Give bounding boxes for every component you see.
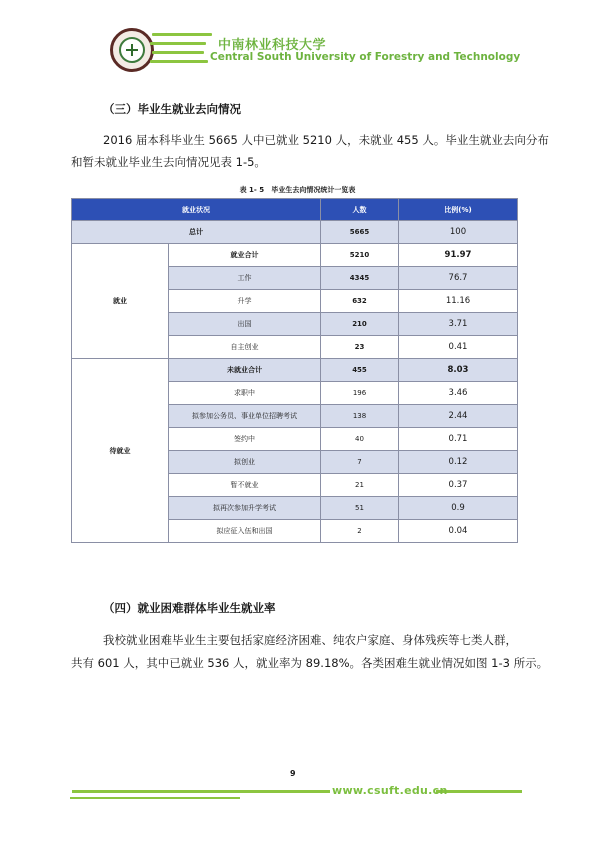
cell-pct: 8.03 — [399, 359, 518, 382]
cell-label: 拟再次参加升学考试 — [169, 497, 321, 520]
cell-label: 求职中 — [169, 382, 321, 405]
employment-destination-table — [71, 198, 518, 543]
table-row — [72, 244, 518, 267]
cell-pct: 91.97 — [399, 244, 518, 267]
cell-label: 暂不就业 — [169, 474, 321, 497]
cell-count: 5665 — [321, 221, 399, 244]
cell-label: 未就业合计 — [169, 359, 321, 382]
paragraph-line: 2016 届本科毕业生 5665 人中已就业 5210 人，未就业 455 人。毕业生就业去向分布 — [103, 133, 549, 147]
cell-pct: 3.71 — [399, 313, 518, 336]
cell-pct: 0.37 — [399, 474, 518, 497]
cell-pct: 0.9 — [399, 497, 518, 520]
table-caption: 表 1- 5 毕业生去向情况统计一览表 — [239, 186, 356, 194]
cell-count: 51 — [321, 497, 399, 520]
cell-pct: 2.44 — [399, 405, 518, 428]
cell-label: 出国 — [169, 313, 321, 336]
cell-pct: 3.46 — [399, 382, 518, 405]
cell-count: 21 — [321, 474, 399, 497]
cell-count: 7 — [321, 451, 399, 474]
cell-label: 拟创业 — [169, 451, 321, 474]
page-number: 9 — [290, 769, 296, 778]
cell-label: 工作 — [169, 267, 321, 290]
cell-pct: 100 — [399, 221, 518, 244]
table-row — [72, 359, 518, 382]
footer-divider — [70, 797, 240, 799]
paragraph-line: 共有 601 人，其中已就业 536 人，就业率为 89.18%。各类困难生就业情况如图 1-3 所示。 — [71, 656, 549, 670]
cell-count: 2 — [321, 520, 399, 543]
university-name-cn: 中南林业科技大学 — [218, 38, 327, 53]
cell-label: 升学 — [169, 290, 321, 313]
cell-label: 就业合计 — [169, 244, 321, 267]
column-header: 人数 — [321, 199, 399, 221]
cell-label: 签约中 — [169, 428, 321, 451]
cell-count: 4345 — [321, 267, 399, 290]
cell-count: 632 — [321, 290, 399, 313]
footer-divider — [72, 790, 330, 793]
website-link[interactable]: www.csuft.edu.cn — [332, 784, 448, 797]
row-group-label: 就业 — [72, 244, 169, 359]
cell-count: 138 — [321, 405, 399, 428]
table-header-row — [72, 199, 518, 221]
paragraph-line: 我校就业困难毕业生主要包括家庭经济困难、纯农户家庭、身体残疾等七类人群， — [103, 633, 517, 647]
university-logo — [110, 28, 154, 72]
cell-label: 自主创业 — [169, 336, 321, 359]
column-header: 比例(%) — [399, 199, 518, 221]
cell-label: 拟应征入伍和出国 — [169, 520, 321, 543]
cell-count: 40 — [321, 428, 399, 451]
footer-divider — [436, 790, 522, 793]
university-name-en: Central South University of Forestry and Technology — [210, 51, 521, 63]
cell-pct: 76.7 — [399, 267, 518, 290]
cell-pct: 11.16 — [399, 290, 518, 313]
cell-count: 5210 — [321, 244, 399, 267]
cell-label: 总计 — [72, 221, 321, 244]
row-group-label: 待就业 — [72, 359, 169, 543]
cell-count: 210 — [321, 313, 399, 336]
logo-emblem-icon — [119, 37, 145, 63]
table-row-total — [72, 221, 518, 244]
cell-count: 196 — [321, 382, 399, 405]
cell-count: 455 — [321, 359, 399, 382]
paragraph-line: 和暂未就业毕业生去向情况见表 1-5。 — [71, 155, 266, 169]
cell-count: 23 — [321, 336, 399, 359]
cell-pct: 0.12 — [399, 451, 518, 474]
column-header: 就业状况 — [72, 199, 321, 221]
section-heading: （四）就业困难群体毕业生就业率 — [103, 601, 276, 615]
cell-pct: 0.71 — [399, 428, 518, 451]
cell-pct: 0.04 — [399, 520, 518, 543]
cell-pct: 0.41 — [399, 336, 518, 359]
cell-label: 拟参加公务员、事业单位招聘考试 — [169, 405, 321, 428]
section-heading: （三）毕业生就业去向情况 — [103, 102, 241, 116]
